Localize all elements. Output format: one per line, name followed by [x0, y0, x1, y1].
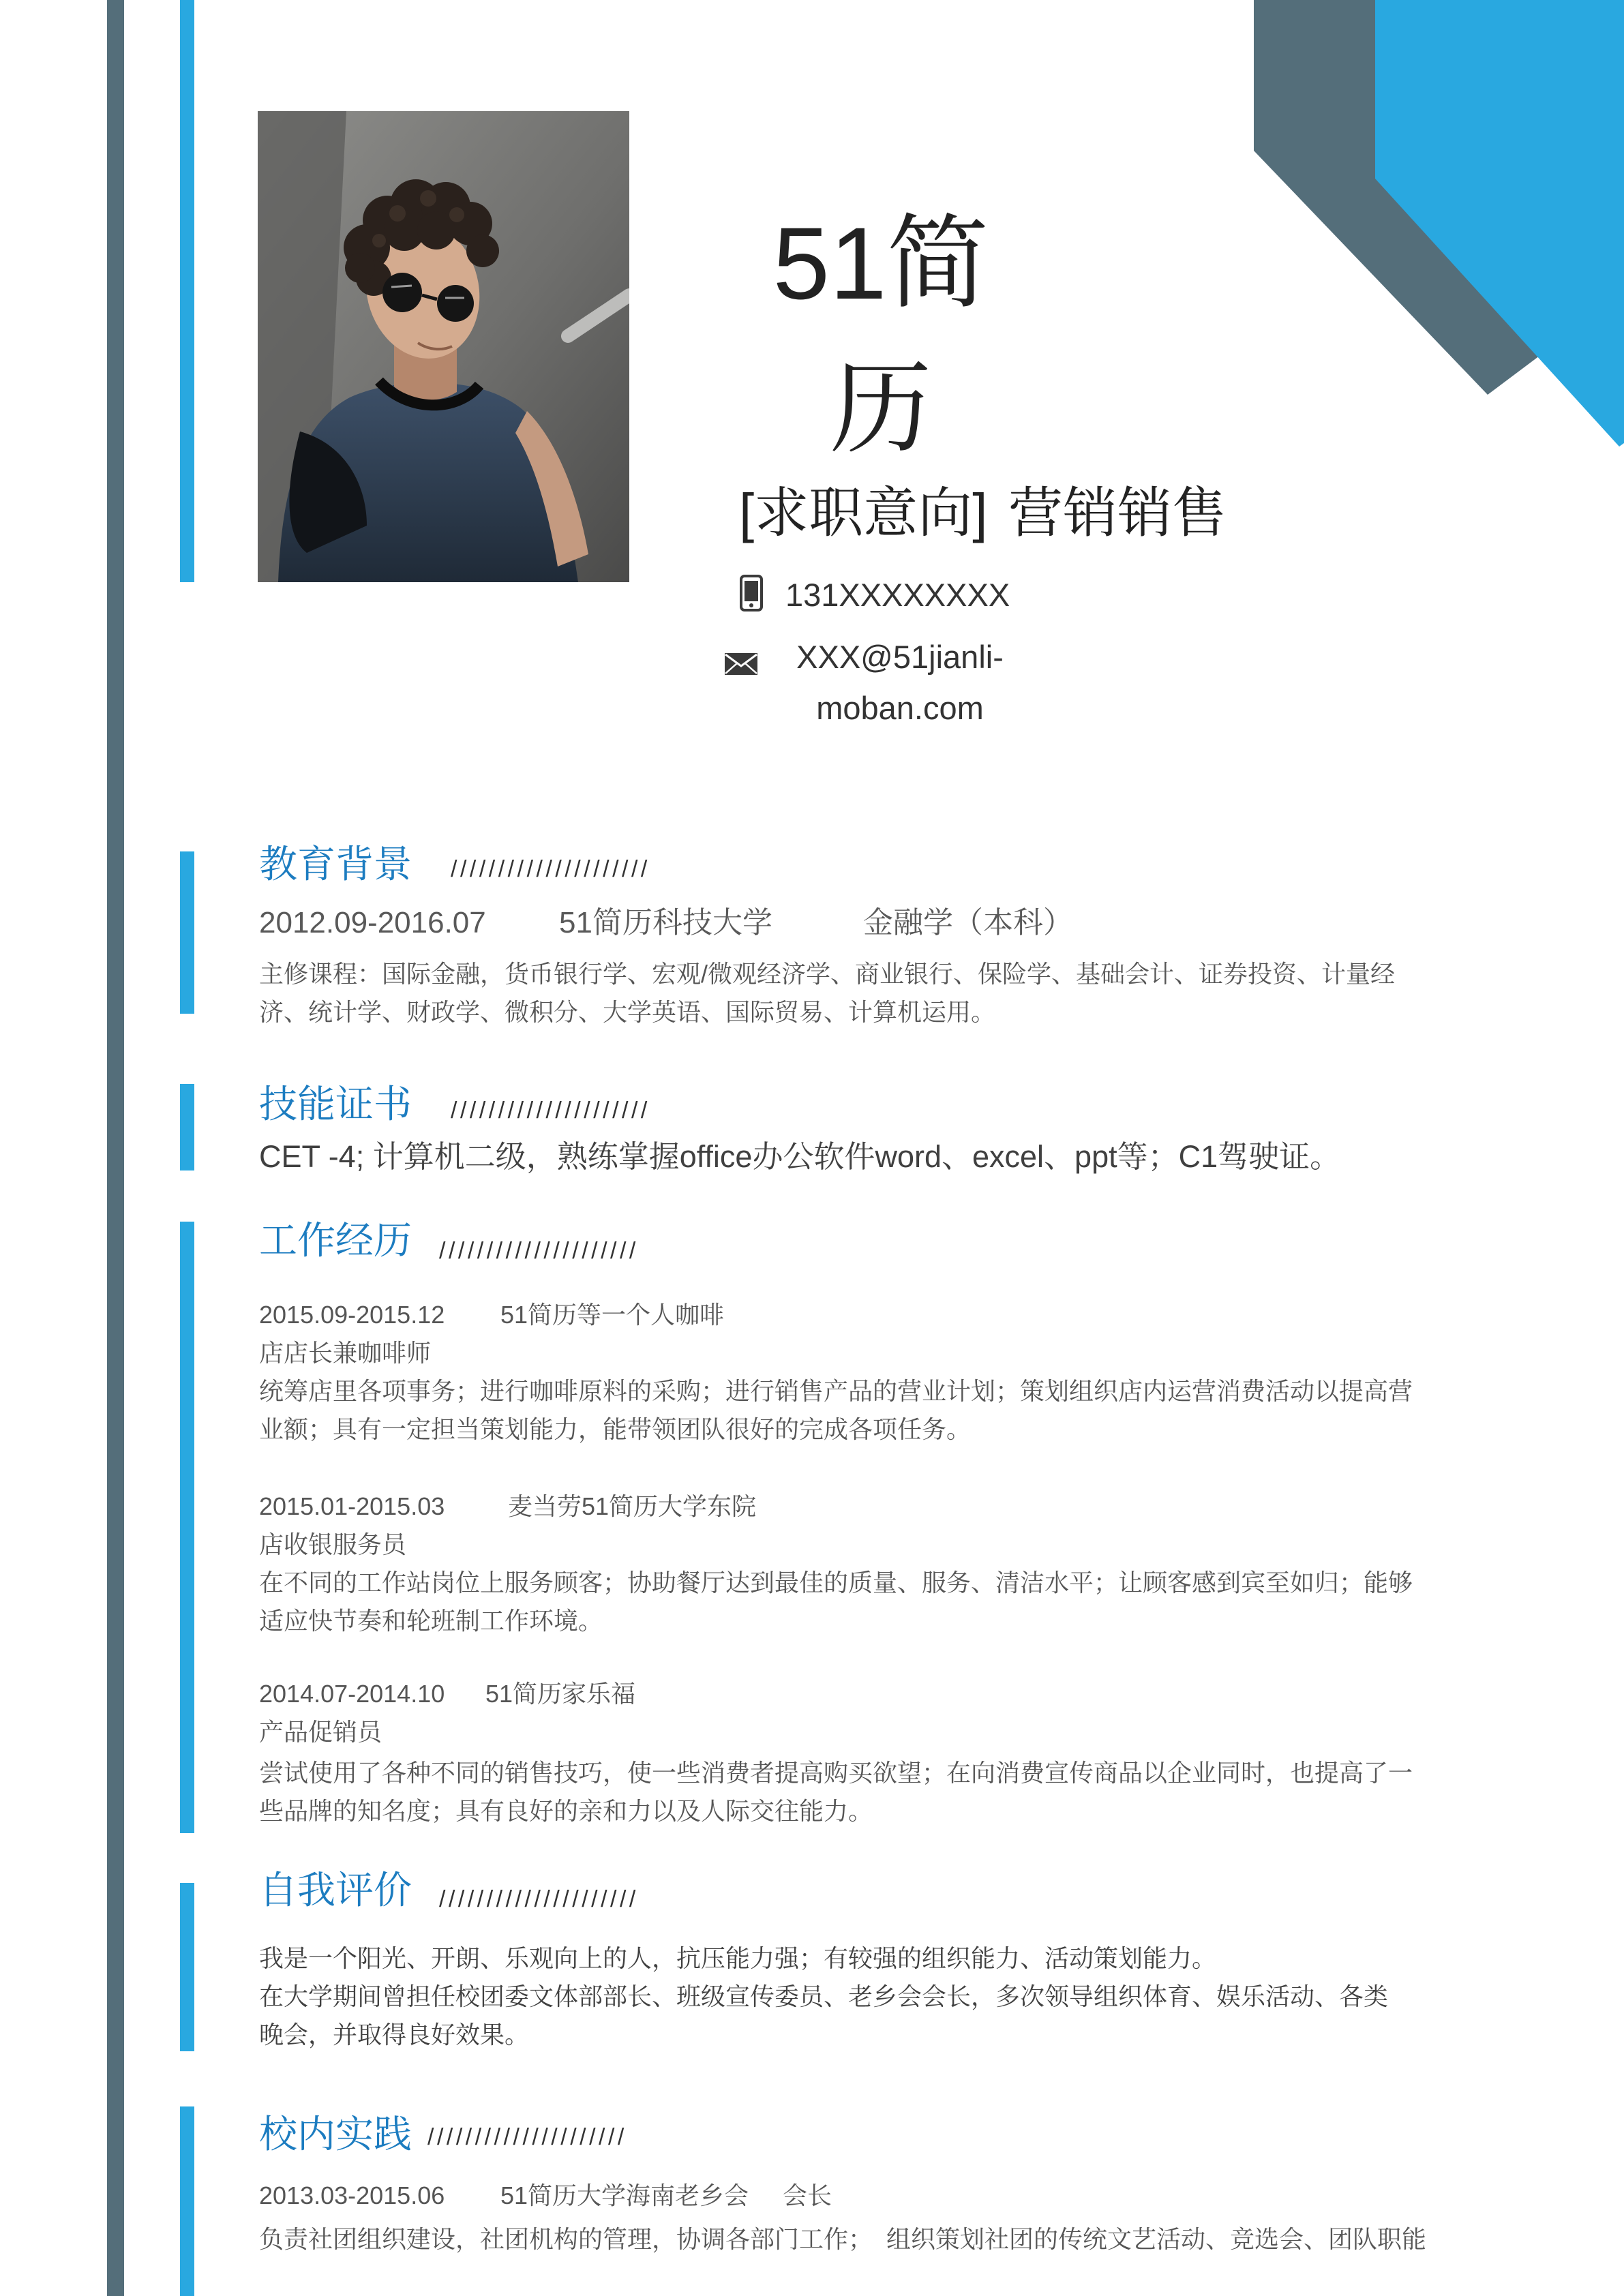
resume-title: 51简历 [772, 206, 989, 466]
work-role: 店店长兼咖啡师 [259, 1339, 432, 1367]
header-accent-bar [180, 0, 194, 582]
work-role: 店收银服务员 [259, 1530, 407, 1558]
education-school: 51简历科技大学 [559, 906, 772, 939]
corner-decoration [1254, 0, 1624, 450]
work-entry [259, 1487, 1418, 1640]
section-divider: ///////////////////// [451, 1098, 650, 1123]
campus-accent-bar [180, 2106, 194, 2296]
education-accent-bar [180, 851, 194, 1014]
left-slate-bar [107, 0, 124, 2296]
work-description: 尝试使用了各种不同的销售技巧，使一些消费者提高购买欲望；在向消费宣传商品以企业同时，也提高了一些品牌的知名度；具有良好的亲和力以及人际交往能力。 [259, 1759, 1413, 1825]
self-evaluation-accent-bar [180, 1883, 194, 2051]
work-entry [259, 1675, 1418, 1830]
section-title-skills: 技能证书 [259, 1083, 412, 1126]
work-company: 51简历家乐福 [485, 1680, 636, 1708]
work-description: 在不同的工作站岗位上服务顾客；协助餐厅达到最佳的质量、服务、清洁水平；让顾客感到宾至如归；能够适应快节奏和轮班制工作环境。 [259, 1569, 1413, 1635]
campus-role: 会长 [783, 2181, 832, 2209]
job-intent-label: [求职意向] [739, 483, 988, 543]
work-company: 51简历等一个人咖啡 [500, 1301, 725, 1329]
campus-entry [259, 2177, 1427, 2259]
work-period: 2015.09-2015.12 [259, 1301, 445, 1329]
work-description: 统筹店里各项事务；进行咖啡原料的采购；进行销售产品的营业计划；策划组织店内运营消费活动以提高营业额；具有一定担当策划能力，能带领团队很好的完成各项任务。 [259, 1377, 1413, 1443]
skills-text: CET -4; 计算机二级，熟练掌握office办公软件word、excel、ppt等；C1驾驶证。 [259, 1139, 1341, 1174]
campus-description: 负责社团组织建设，社团机构的管理，协调各部门工作； 组织策划社团的传统文艺活动、竞选会、团队职能 [259, 2225, 1427, 2253]
work-role: 产品促销员 [259, 1718, 382, 1746]
work-period: 2015.01-2015.03 [259, 1492, 445, 1520]
phone-icon [739, 575, 764, 611]
email-icon [724, 652, 758, 676]
self-evaluation-paragraph: 我是一个阳光、开朗、乐观向上的人，抗压能力强；有较强的组织能力、活动策划能力。 [259, 1944, 1217, 1972]
work-accent-bar [180, 1222, 194, 1833]
section-divider: ///////////////////// [439, 1238, 639, 1264]
skills-accent-bar [180, 1084, 194, 1170]
work-entry [259, 1296, 1418, 1449]
section-title-self-evaluation: 自我评价 [259, 1869, 412, 1912]
section-divider: ///////////////////// [439, 1886, 639, 1912]
section-title-education: 教育背景 [259, 843, 412, 886]
education-major: 金融学（本科） [863, 906, 1073, 939]
campus-entry-header [259, 2177, 1418, 2215]
work-company: 麦当劳51简历大学东院 [508, 1492, 757, 1520]
campus-period: 2013.03-2015.06 [259, 2181, 445, 2209]
education-row [259, 903, 1418, 943]
self-evaluation-text [259, 1939, 1398, 2054]
education-courses: 主修课程：国际金融，货币银行学、宏观/微观经济学、商业银行、保险学、基础会计、证券投资、计量经济、统计学、财政学、微积分、大学英语、国际贸易、计算机运用。 [259, 960, 1396, 1026]
email-address: XXX@51jianli-moban.com [796, 639, 1004, 726]
phone-number: 131XXXXXXXX [785, 577, 1010, 613]
job-intent-value: 营销销售 [1008, 483, 1227, 543]
self-evaluation-paragraph: 在大学期间曾担任校团委文体部部长、班级宣传委员、老乡会会长，多次领导组织体育、娱乐活动、各类晚会，并取得良好效果。 [259, 1982, 1389, 2049]
section-title-campus: 校内实践 [259, 2113, 412, 2156]
education-period: 2012.09-2016.07 [259, 906, 486, 939]
work-entry-header [259, 1675, 1418, 1713]
work-entry-header [259, 1487, 1418, 1526]
campus-organization: 51简历大学海南老乡会 [500, 2181, 749, 2209]
section-divider: ///////////////////// [451, 856, 650, 882]
section-divider: ///////////////////// [427, 2124, 627, 2150]
work-period: 2014.07-2014.10 [259, 1680, 445, 1708]
work-entry-header [259, 1296, 1418, 1334]
section-title-work: 工作经历 [259, 1219, 412, 1262]
profile-photo [258, 111, 629, 582]
